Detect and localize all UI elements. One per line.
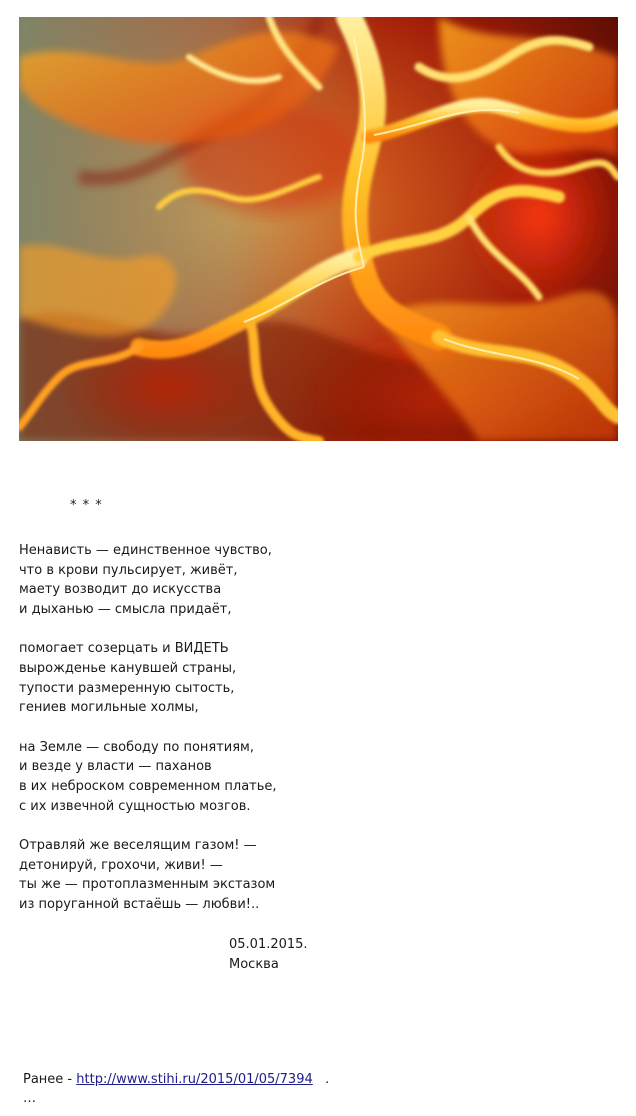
poem-line: ты же — протоплазменным экстазом: [19, 877, 276, 893]
ellipsis: …: [23, 1091, 36, 1106]
poem-date: 05.01.2015.: [229, 937, 308, 952]
earlier-label: Ранее -: [23, 1072, 73, 1087]
poem-line: и везде у власти — паханов: [19, 759, 212, 775]
stanza: [19, 541, 439, 620]
poem-line: и дыханью — смысла придаёт,: [19, 602, 232, 618]
poem-line: вырожденье канувшей страны,: [19, 661, 237, 677]
stanza: [19, 836, 439, 915]
signature-block: [229, 935, 308, 975]
poem-line: на Земле — свободу по понятиям,: [19, 739, 254, 755]
stanza-separator: * * *: [70, 498, 103, 513]
poem-line: маету возводит до искусства: [19, 582, 222, 598]
stanza: [19, 738, 439, 817]
poem-line: в их неброском современном платье,: [19, 779, 277, 795]
fire-illustration: [19, 17, 618, 441]
earlier-link[interactable]: http://www.stihi.ru/2015/01/05/7394: [76, 1072, 313, 1087]
fire-abstract-image: [19, 17, 618, 441]
poem-text: [19, 541, 439, 934]
poem-line: тупости размеренную сытость,: [19, 680, 235, 696]
poem-line: Ненависть — единственное чувство,: [19, 543, 272, 558]
poem-line: детонируй, грохочи, живи! —: [19, 857, 223, 873]
earlier-reference: [23, 1071, 329, 1089]
stanza: [19, 639, 439, 718]
earlier-trailing-dot: .: [325, 1072, 330, 1087]
poem-line: Отравляй же веселящим газом! —: [19, 837, 257, 853]
poem-line: с их извечной сущностью мозгов.: [19, 798, 251, 814]
poem-line: помогает созерцать и ВИДЕТЬ: [19, 641, 229, 657]
poem-line: что в крови пульсирует, живёт,: [19, 562, 238, 578]
poem-line: из поруганной встаёшь — любви!..: [19, 897, 260, 913]
poem-place: Москва: [229, 957, 279, 972]
poem-line: гениев могильные холмы,: [19, 700, 199, 716]
